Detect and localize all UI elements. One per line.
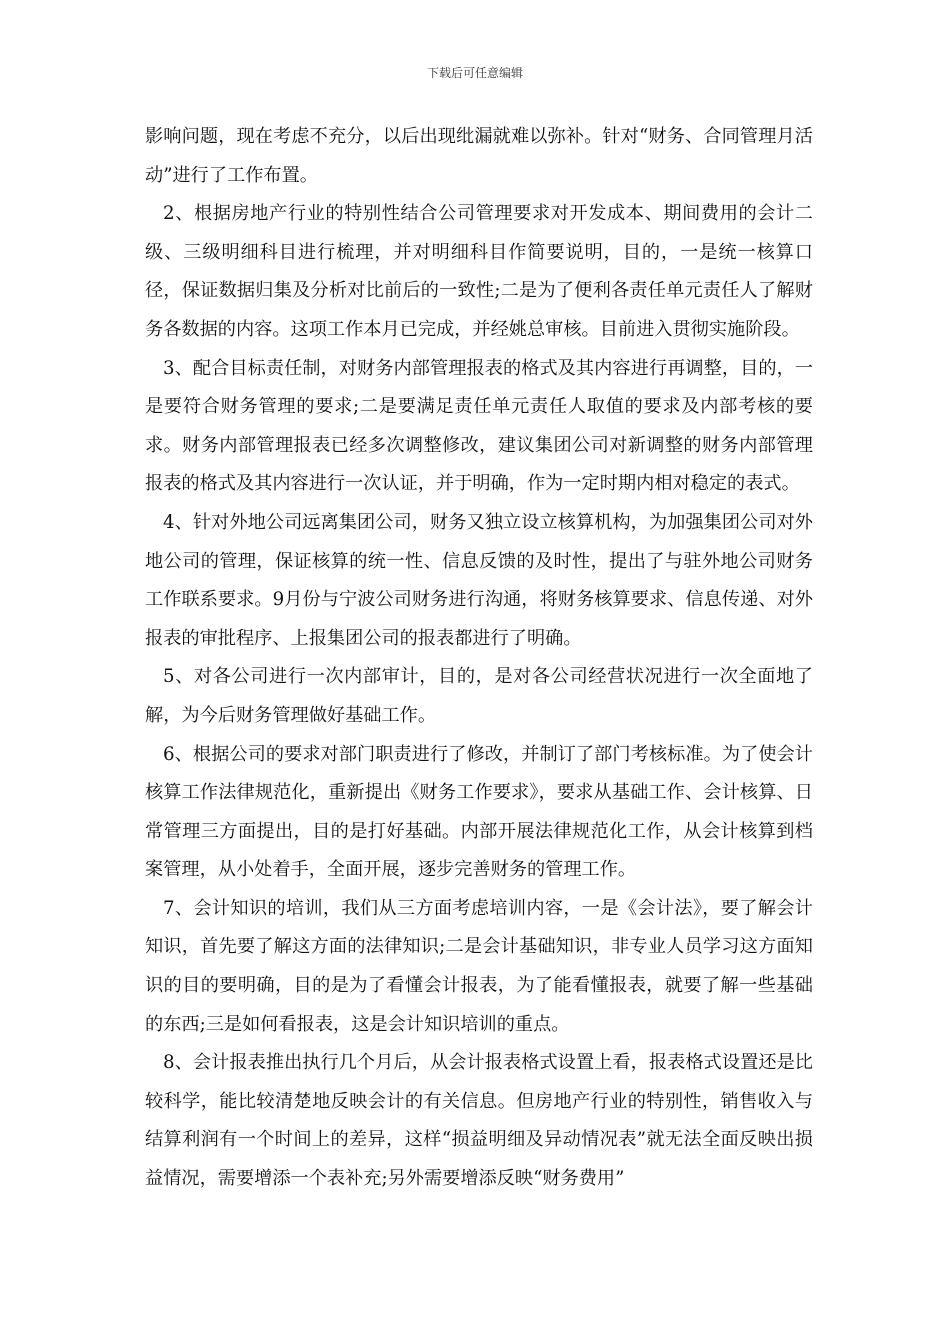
- paragraph-item-2: 2、根据房地产行业的特别性结合公司管理要求对开发成本、期间费用的会计二级、三级明细科目进行梳理，并对明细科目作简要说明，目的，一是统一核算口径，保证数据归集及分析对比前后的一致性;二是为了便利各责任单元责任人了解财务各数据的内容。这项工作本月已完成，并经姚总审核。目前进入贯彻实施阶段。: [145, 203, 813, 340]
- document-body: [145, 118, 813, 1199]
- paragraph-item-7: 7、会计知识的培训，我们从三方面考虑培训内容，一是《会计法》，要了解会计知识，首先要了解这方面的法律知识;二是会计基础知识，非专业人员学习这方面知识的目的要明确，目的是为了看懂会计报表，为了能看懂报表，就要了解一些基础的东西;三是如何看报表，这是会计知识培训的重点。: [145, 897, 813, 1035]
- paragraph-item-4: 4、针对外地公司远离集团公司，财务又独立设立核算机构，为加强集团公司对外地公司的管理，保证核算的统一性、信息反馈的及时性，提出了与驻外地公司财务工作联系要求。9月份与宁波公司财务进行沟通，将财务核算要求、信息传递、对外报表的审批程序、上报集团公司的报表都进行了明确。: [145, 511, 813, 649]
- paragraph-continuation: 影响问题，现在考虑不充分，以后出现纰漏就难以弥补。针对“财务、合同管理月活动”进行了工作布置。: [145, 126, 813, 186]
- page-header: 下载后可任意编辑: [426, 66, 523, 80]
- paragraph-item-3: 3、配合目标责任制，对财务内部管理报表的格式及其内容进行再调整，目的，一是要符合财务管理的要求;二是要满足责任单元责任人取值的要求及内部考核的要求。财务内部管理报表已经多次调整修改，建议集团公司对新调整的财务内部管理报表的格式及其内容进行一次认证，并于明确，作为一定时期内相对稳定的表式。: [145, 357, 813, 495]
- paragraph-item-8: 8、会计报表推出执行几个月后，从会计报表格式设置上看，报表格式设置还是比较科学，能比较清楚地反映会计的有关信息。但房地产行业的特别性，销售收入与结算利润有一个时间上的差异，这样“损益明细及异动情况表”就无法全面反映出损益情况，需要增添一个表补充;另外需要增添反映“财务费用”: [145, 1052, 813, 1190]
- paragraph-item-5: 5、对各公司进行一次内部审计，目的，是对各公司经营状况进行一次全面地了解，为今后财务管理做好基础工作。: [145, 666, 813, 726]
- paragraph-item-6: 6、根据公司的要求对部门职责进行了修改，并制订了部门考核标准。为了使会计核算工作法律规范化，重新提出《财务工作要求》，要求从基础工作、会计核算、日常管理三方面提出，目的是打好基础。内部开展法律规范化工作，从会计核算到档案管理，从小处着手，全面开展，逐步完善财务的管理工作。: [145, 743, 813, 881]
